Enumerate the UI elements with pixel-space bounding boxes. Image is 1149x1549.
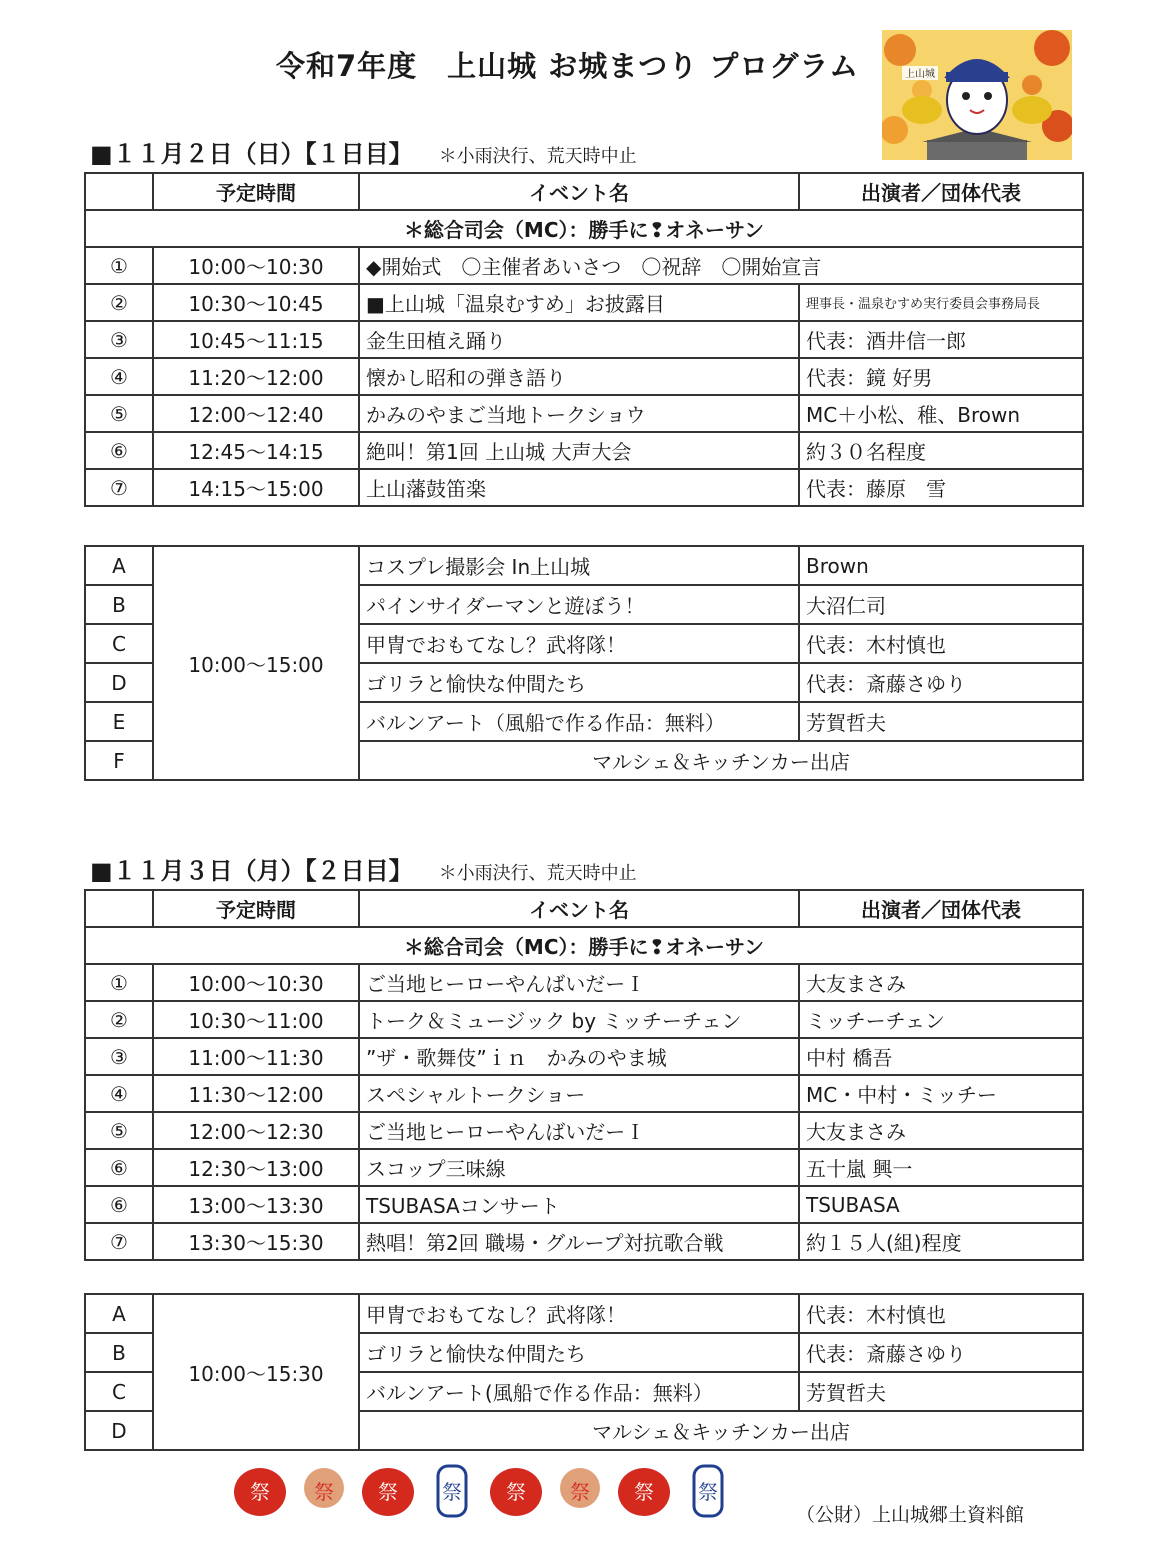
row-event: トーク＆ミュージック by ミッチーチェン [359,1001,799,1038]
row-performer: TSUBASA [799,1186,1083,1223]
row-letter: E [85,702,153,741]
table-row [85,1038,1083,1075]
row-performer: 約３０名程度 [799,432,1083,469]
table-row [85,284,1083,321]
row-time: 12:00～12:30 [153,1112,359,1149]
row-performer: 大沼仁司 [799,585,1083,624]
row-event: 甲冑でおもてなし？武将隊！ [359,1294,799,1333]
row-number: ③ [85,1038,153,1075]
table-row [85,1149,1083,1186]
lantern-glyph: 祭 [506,1480,526,1504]
row-number: ⑥ [85,1186,153,1223]
row-number: ④ [85,1075,153,1112]
header-performer: 出演者／団体代表 [799,890,1083,927]
row-event: ご当地ヒーローやんばいだーＩ [359,964,799,1001]
day2-main-table [84,889,1084,1261]
row-time: 13:00～13:30 [153,1186,359,1223]
row-time: 12:30～13:00 [153,1149,359,1186]
row-performer: 代表：斎藤さゆり [799,1333,1083,1372]
row-letter: F [85,741,153,780]
red-lantern-icon [490,1468,542,1516]
header-time: 予定時間 [153,173,359,210]
side-time: 10:00～15:00 [153,546,359,780]
row-performer: 理事長・温泉むすめ実行委員会事務局長 [799,284,1083,321]
header-blank [85,173,153,210]
row-event: マルシェ＆キッチンカー出店 [359,741,1083,780]
lantern-glyph: 祭 [570,1480,590,1504]
day1-note: ＊小雨決行、荒天時中止 [438,146,637,167]
table-header-row [85,890,1083,927]
table-row [85,358,1083,395]
row-number: ① [85,247,153,284]
red-lantern-icon [618,1468,670,1516]
row-time: 13:30～15:30 [153,1223,359,1260]
row-performer: 代表：木村慎也 [799,624,1083,663]
row-letter: D [85,663,153,702]
table-row [85,1001,1083,1038]
row-event: ■上山城「温泉むすめ」お披露目 [359,284,799,321]
day1-main-table [84,172,1084,507]
day2-note: ＊小雨決行、荒天時中止 [438,863,637,884]
row-letter: A [85,546,153,585]
row-letter: C [85,624,153,663]
row-performer: 代表：木村慎也 [799,1294,1083,1333]
row-event: 熱唱！第2回 職場・グループ対抗歌合戦 [359,1223,799,1260]
row-number: ④ [85,358,153,395]
row-number: ⑤ [85,1112,153,1149]
row-letter: D [85,1411,153,1450]
day1-side-table [84,545,1084,781]
row-time: 10:30～11:00 [153,1001,359,1038]
footer-organization: （公財）上山城郷土資料館 [796,1504,1025,1526]
row-performer: 大友まさみ [799,1112,1083,1149]
mc-row [85,927,1083,964]
row-time: 12:00～12:40 [153,395,359,432]
row-performer: 代表：斎藤さゆり [799,663,1083,702]
table-row [85,1223,1083,1260]
festival-fan-icon [560,1468,600,1508]
row-event: ゴリラと愉快な仲間たち [359,663,799,702]
row-number: ② [85,284,153,321]
table-row [85,546,1083,585]
row-performer: MC＋小松、稚、Brown [799,395,1083,432]
row-number: ② [85,1001,153,1038]
header-performer: 出演者／団体代表 [799,173,1083,210]
row-number: ⑤ [85,395,153,432]
row-event: スコップ三味線 [359,1149,799,1186]
row-performer: ミッチーチェン [799,1001,1083,1038]
row-event: 絶叫！第1回 上山城 大声大会 [359,432,799,469]
red-lantern-icon [362,1468,414,1516]
row-performer: 代表：酒井信一郎 [799,321,1083,358]
row-event: 金生田植え踊り [359,321,799,358]
festival-lanterns-decoration [228,1462,728,1524]
row-time: 10:00～10:30 [153,964,359,1001]
mc-label: ＊総合司会（MC）：勝手に❢オネーサン [85,210,1083,247]
row-letter: A [85,1294,153,1333]
lantern-glyph: 祭 [442,1480,462,1504]
table-row [85,1075,1083,1112]
row-performer: MC・中村・ミッチー [799,1075,1083,1112]
festival-fan-icon [304,1468,344,1508]
side-time: 10:00～15:30 [153,1294,359,1450]
table-row [85,395,1083,432]
table-row [85,1186,1083,1223]
day2-heading [90,851,637,886]
table-row [85,1294,1083,1333]
row-performer: Brown [799,546,1083,585]
table-row [85,469,1083,506]
row-time: 11:20～12:00 [153,358,359,395]
table-header-row [85,173,1083,210]
row-performer: 代表：藤原 雪 [799,469,1083,506]
lantern-glyph: 祭 [378,1480,398,1504]
mascot-sign: 上山城 [905,69,935,80]
lantern-glyph: 祭 [698,1480,718,1504]
blue-lantern-icon [694,1466,722,1516]
blue-lantern-icon [438,1466,466,1516]
row-event: スペシャルトークショー [359,1075,799,1112]
row-event: 上山藩鼓笛楽 [359,469,799,506]
table-row [85,964,1083,1001]
day2-date: ■１１月３日（月）【２日目】 [90,857,413,885]
header-time: 予定時間 [153,890,359,927]
row-time: 11:30～12:00 [153,1075,359,1112]
row-event: かみのやまご当地トークショウ [359,395,799,432]
row-performer: 芳賀哲夫 [799,702,1083,741]
table-row [85,432,1083,469]
row-performer: 芳賀哲夫 [799,1372,1083,1411]
table-row [85,321,1083,358]
row-event: ご当地ヒーローやんばいだーＩ [359,1112,799,1149]
row-letter: C [85,1372,153,1411]
row-event: 懐かし昭和の弾き語り [359,358,799,395]
row-performer: 代表：鏡 好男 [799,358,1083,395]
row-performer: 中村 橋吾 [799,1038,1083,1075]
row-event: ゴリラと愉快な仲間たち [359,1333,799,1372]
mc-row [85,210,1083,247]
row-performer: 五十嵐 興一 [799,1149,1083,1186]
row-event: ”ザ・歌舞伎”ｉｎ かみのやま城 [359,1038,799,1075]
row-event: バルンアート（風船で作る作品：無料） [359,702,799,741]
row-number: ⑥ [85,1149,153,1186]
row-number: ⑦ [85,1223,153,1260]
lantern-glyph: 祭 [314,1480,334,1504]
red-lantern-icon [234,1468,286,1516]
row-performer: 約１５人(組)程度 [799,1223,1083,1260]
header-blank [85,890,153,927]
row-letter: B [85,1333,153,1372]
header-event: イベント名 [359,173,799,210]
row-time: 12:45～14:15 [153,432,359,469]
row-performer: 大友まさみ [799,964,1083,1001]
row-time: 11:00～11:30 [153,1038,359,1075]
header-event: イベント名 [359,890,799,927]
row-event: バルンアート(風船で作る作品：無料） [359,1372,799,1411]
day1-heading [90,134,637,169]
row-number: ⑦ [85,469,153,506]
row-time: 10:30～10:45 [153,284,359,321]
row-time: 14:15～15:00 [153,469,359,506]
lantern-glyph: 祭 [250,1480,270,1504]
row-number: ① [85,964,153,1001]
mc-label: ＊総合司会（MC）：勝手に❢オネーサン [85,927,1083,964]
row-time: 10:45～11:15 [153,321,359,358]
row-event: コスプレ撮影会 In上山城 [359,546,799,585]
row-event: パインサイダーマンと遊ぼう！ [359,585,799,624]
row-number: ③ [85,321,153,358]
row-time: 10:00～10:30 [153,247,359,284]
mascot-illustration [882,30,1072,160]
lantern-glyph: 祭 [634,1480,654,1504]
day2-side-table [84,1293,1084,1451]
table-row [85,1112,1083,1149]
table-row [85,247,1083,284]
day1-date: ■１１月２日（日）【１日目】 [90,140,413,168]
row-event: マルシェ＆キッチンカー出店 [359,1411,1083,1450]
row-event: TSUBASAコンサート [359,1186,799,1223]
page-title: 令和7年度 上山城 お城まつり プログラム [276,49,860,83]
row-event: 甲冑でおもてなし？武将隊！ [359,624,799,663]
row-number: ⑥ [85,432,153,469]
row-event: ◆開始式 〇主催者あいさつ 〇祝辞 〇開始宣言 [359,247,1083,284]
row-letter: B [85,585,153,624]
